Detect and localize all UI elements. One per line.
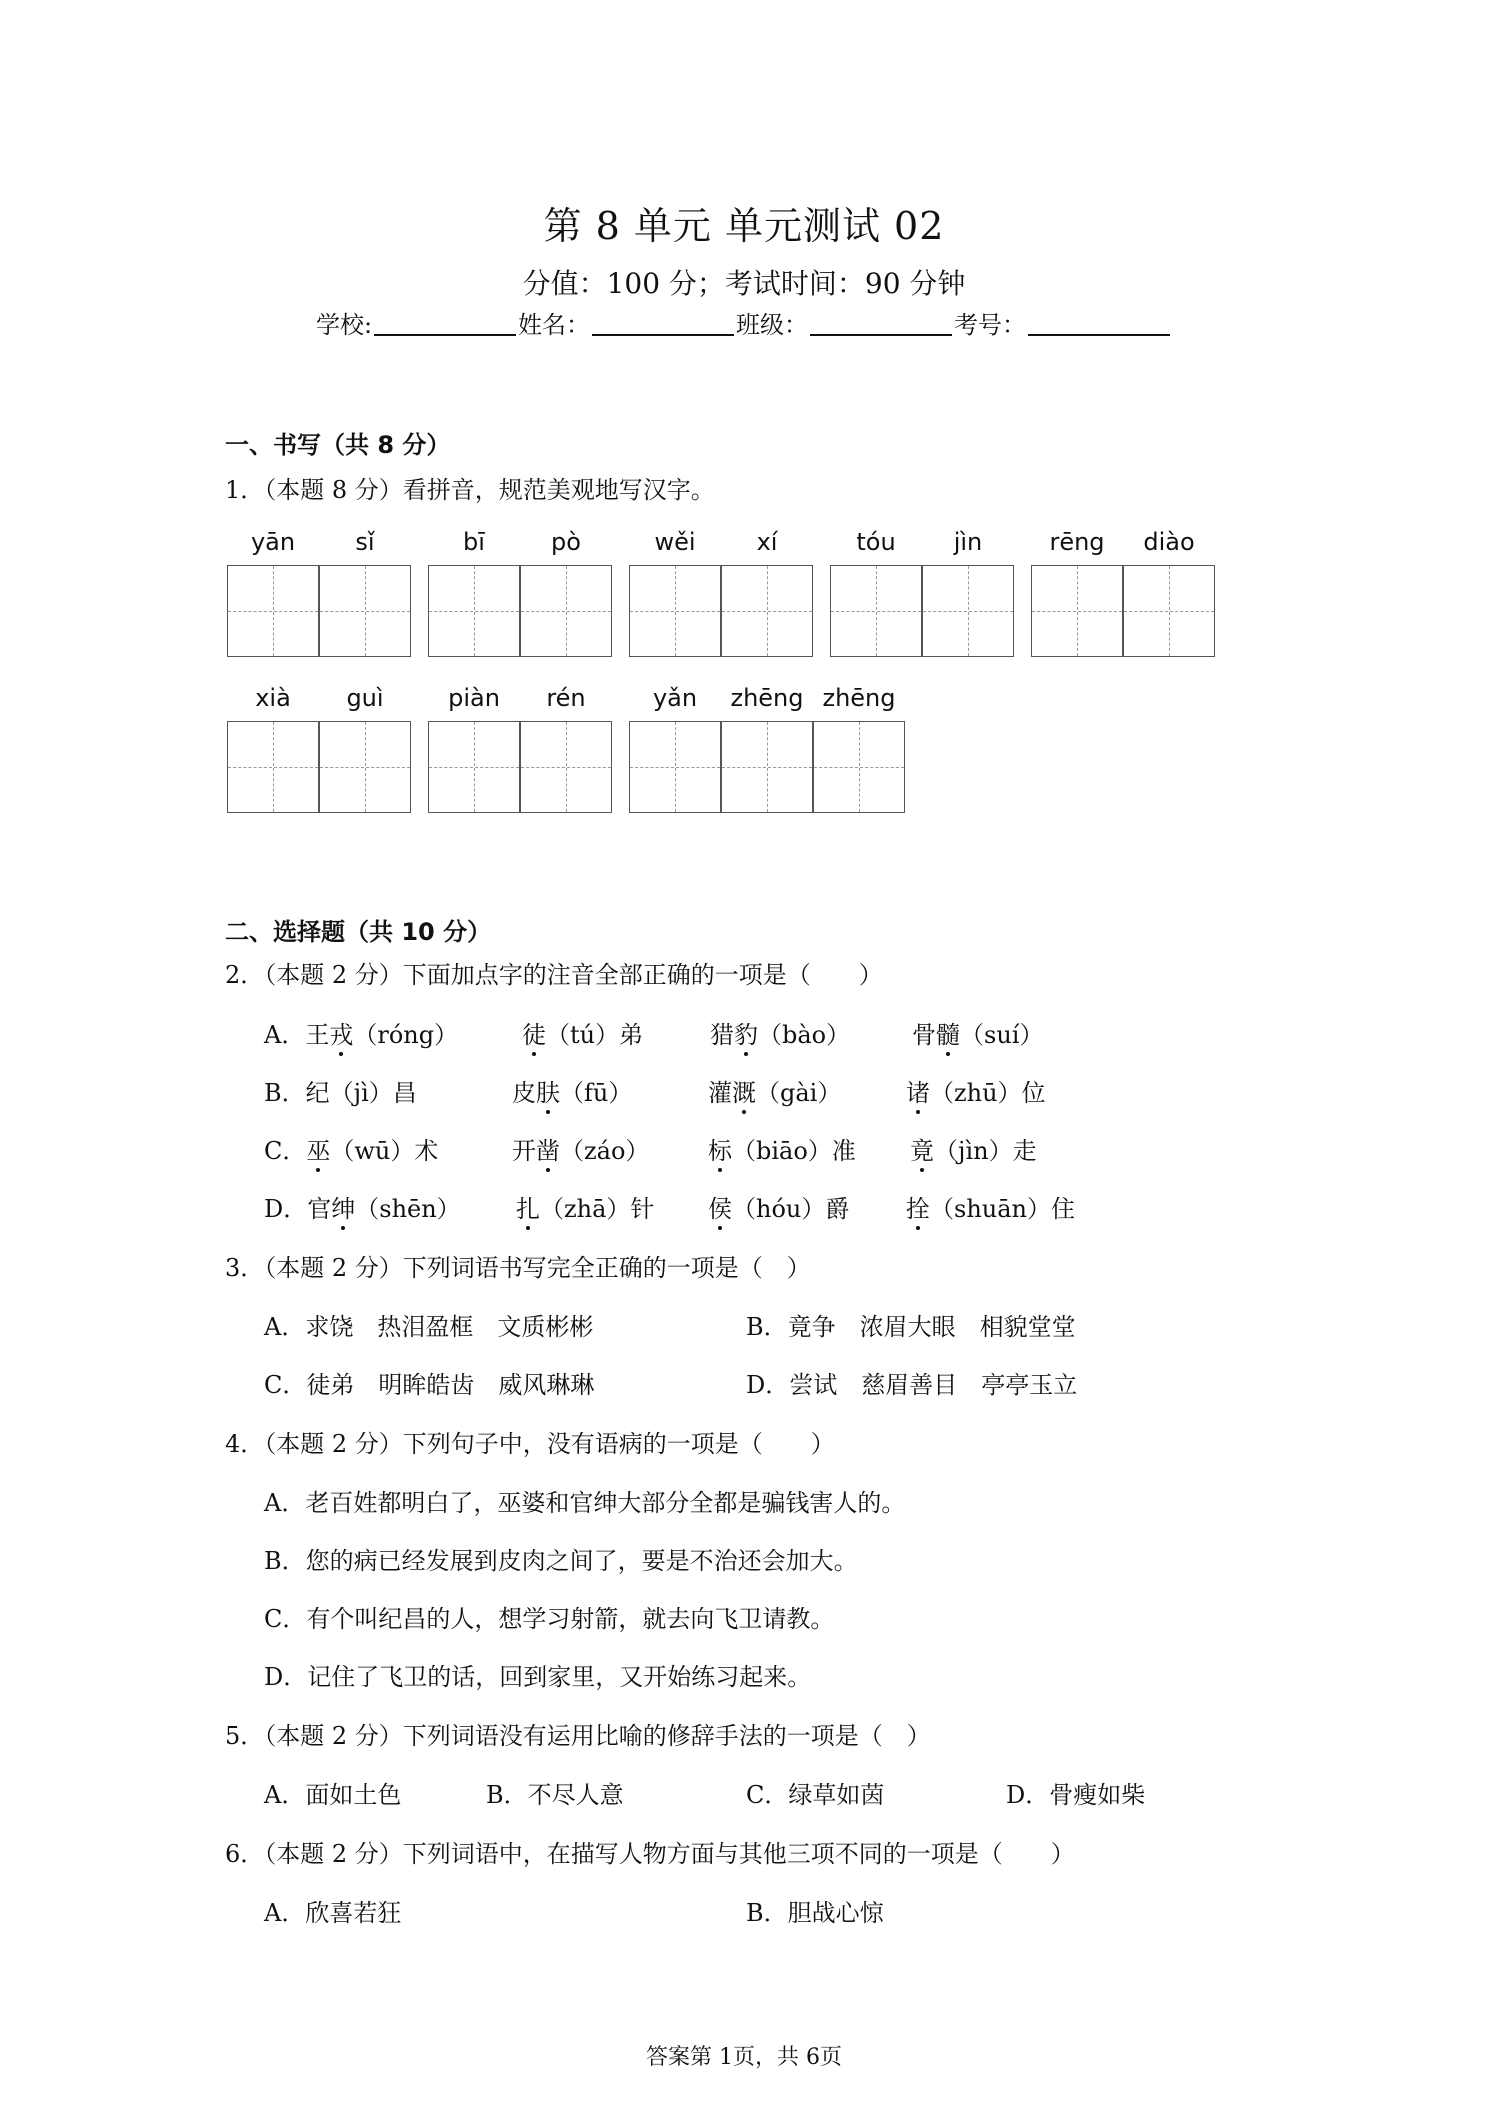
page-footer: 答案第 1页，共 6页 — [646, 2045, 842, 2070]
q3-option-b[interactable]: B．竟争 浓眉大眼 相貌堂堂 — [746, 1313, 1076, 1341]
q2-option-d-part2 — [516, 1189, 654, 1224]
class-blank[interactable] — [810, 310, 952, 336]
q2-option-b-part4 — [906, 1073, 1046, 1108]
writing-cell[interactable] — [922, 565, 1014, 657]
option-text: （shēn） — [355, 1195, 461, 1223]
q2-option-c[interactable] — [264, 1131, 438, 1166]
option-text: （biāo）准 — [732, 1137, 856, 1165]
pinyin-label: rén — [546, 684, 586, 712]
option-text: （jì）昌 — [329, 1079, 417, 1107]
q4-option-c[interactable]: C．有个叫纪昌的人，想学习射箭，就去向飞卫请教。 — [264, 1605, 835, 1633]
option-text: （gài） — [756, 1079, 842, 1107]
exam-number-label: 考号： — [954, 311, 1027, 339]
writing-cell[interactable] — [629, 721, 721, 813]
writing-cell[interactable] — [721, 565, 813, 657]
writing-cell[interactable] — [319, 565, 411, 657]
option-text: （róng） — [353, 1021, 459, 1049]
q3-option-c[interactable]: C．徒弟 明眸皓齿 威风琳琳 — [264, 1371, 595, 1399]
writing-cell[interactable] — [721, 721, 813, 813]
q2-option-d-part3 — [708, 1189, 849, 1224]
writing-cell[interactable] — [227, 565, 319, 657]
dotted-char: 拴 — [906, 1189, 930, 1224]
pinyin-label: guì — [346, 684, 384, 712]
exam-number-blank[interactable] — [1028, 310, 1170, 336]
dotted-char: 诸 — [906, 1073, 930, 1108]
q5-option-c[interactable]: C．绿草如茵 — [746, 1781, 885, 1809]
dotted-char: 扎 — [516, 1189, 540, 1224]
option-text: （zhā）针 — [540, 1195, 655, 1223]
pinyin-label: xí — [756, 528, 778, 556]
student-info-line — [0, 305, 1488, 340]
option-text: （tú）弟 — [546, 1021, 644, 1049]
q4-option-b[interactable]: B．您的病已经发展到皮肉之间了，要是不治还会加大。 — [264, 1547, 858, 1575]
q2-option-a[interactable] — [264, 1015, 458, 1050]
q2-option-c-part4 — [910, 1131, 1037, 1166]
option-text: （hóu）爵 — [732, 1195, 850, 1223]
q4-option-d[interactable]: D．记住了飞卫的话，回到家里，又开始练习起来。 — [264, 1663, 812, 1691]
section-heading-writing: 一、书写（共 8 分） — [225, 431, 451, 459]
q2-option-b-part3 — [708, 1073, 841, 1108]
writing-cell[interactable] — [830, 565, 922, 657]
q2-option-d[interactable] — [264, 1189, 461, 1224]
option-text: （fū） — [560, 1079, 633, 1107]
q3-option-a[interactable]: A．求饶 热泪盈框 文质彬彬 — [264, 1313, 594, 1341]
section-heading-choice: 二、选择题（共 10 分） — [225, 918, 492, 946]
option-text: （shuān）住 — [930, 1195, 1075, 1223]
pinyin-label: tóu — [856, 528, 896, 556]
option-text: 猎 — [710, 1021, 734, 1049]
pinyin-label: diào — [1143, 528, 1195, 556]
q2-option-d-part4 — [906, 1189, 1075, 1224]
question-2-stem: 2．（本题 2 分）下面加点字的注音全部正确的一项是（ ） — [225, 961, 883, 989]
pinyin-label: jìn — [953, 528, 983, 556]
q6-option-b[interactable]: B．胆战心惊 — [746, 1899, 884, 1927]
option-text: （suí） — [960, 1021, 1044, 1049]
writing-cell[interactable] — [813, 721, 905, 813]
exam-subtitle: 分值：100 分；考试时间：90 分钟 — [522, 267, 966, 300]
pinyin-label: rēng — [1049, 528, 1105, 556]
pinyin-label: zhēng — [822, 684, 896, 712]
option-text: B．纪 — [264, 1079, 330, 1107]
writing-cell[interactable] — [428, 721, 520, 813]
writing-cell[interactable] — [319, 721, 411, 813]
question-4-stem: 4．（本题 2 分）下列句子中，没有语病的一项是（ ） — [225, 1430, 835, 1458]
option-text: 灌 — [708, 1079, 732, 1107]
q4-option-a[interactable]: A．老百姓都明白了，巫婆和官绅大部分全都是骗钱害人的。 — [264, 1489, 906, 1517]
pinyin-label: wěi — [654, 528, 696, 556]
pinyin-label: zhēng — [730, 684, 804, 712]
dotted-char: 巫 — [306, 1131, 330, 1166]
question-6-stem: 6．（本题 2 分）下列词语中，在描写人物方面与其他三项不同的一项是（ ） — [225, 1840, 1075, 1868]
dotted-char: 戎 — [329, 1015, 353, 1050]
option-text: （jìn）走 — [934, 1137, 1037, 1165]
option-text: A．王 — [264, 1021, 330, 1049]
question-5-stem: 5．（本题 2 分）下列词语没有运用比喻的修辞手法的一项是（ ） — [225, 1722, 931, 1750]
pinyin-label: sǐ — [355, 528, 375, 556]
option-text: 开 — [512, 1137, 536, 1165]
dotted-char: 豹 — [734, 1015, 758, 1050]
option-text: （bào） — [758, 1021, 851, 1049]
q2-option-a-part2 — [522, 1015, 643, 1050]
dotted-char: 标 — [708, 1131, 732, 1166]
writing-cell[interactable] — [1123, 565, 1215, 657]
question-1-stem: 1．（本题 8 分）看拼音，规范美观地写汉字。 — [225, 476, 715, 504]
dotted-char: 侯 — [708, 1189, 732, 1224]
class-label: 班级： — [736, 311, 809, 339]
dotted-char: 竟 — [910, 1131, 934, 1166]
writing-cell[interactable] — [1031, 565, 1123, 657]
page-title: 第 8 单元 单元测试 02 — [543, 204, 945, 248]
pinyin-label: pò — [551, 528, 581, 556]
q2-option-a-part3 — [710, 1015, 850, 1050]
writing-cell[interactable] — [227, 721, 319, 813]
writing-cell[interactable] — [520, 721, 612, 813]
q2-option-b[interactable] — [264, 1073, 417, 1108]
school-label: 学校: — [315, 311, 373, 339]
question-3-stem: 3．（本题 2 分）下列词语书写完全正确的一项是（ ） — [225, 1254, 811, 1282]
q2-option-c-part3 — [708, 1131, 856, 1166]
writing-cell[interactable] — [629, 565, 721, 657]
q6-option-a[interactable]: A．欣喜若狂 — [264, 1899, 402, 1927]
option-text: 骨 — [912, 1021, 936, 1049]
school-blank[interactable] — [374, 310, 516, 336]
pinyin-label: yǎn — [652, 684, 698, 712]
option-text: D．官 — [264, 1195, 332, 1223]
q5-option-b[interactable]: B．不尽人意 — [486, 1781, 624, 1809]
option-text: （wū）术 — [330, 1137, 439, 1165]
option-text: 皮 — [512, 1079, 536, 1107]
option-text: （zhū）位 — [930, 1079, 1046, 1107]
dotted-char: 凿 — [536, 1131, 560, 1166]
q5-option-a[interactable]: A．面如土色 — [264, 1781, 402, 1809]
writing-cell[interactable] — [520, 565, 612, 657]
dotted-char: 绅 — [331, 1189, 355, 1224]
q2-option-c-part2 — [512, 1131, 649, 1166]
q2-option-a-part4 — [912, 1015, 1043, 1050]
pinyin-label: piàn — [448, 684, 500, 712]
dotted-char: 徒 — [522, 1015, 546, 1050]
q2-option-b-part2 — [512, 1073, 632, 1108]
name-label: 姓名： — [518, 311, 591, 339]
name-blank[interactable] — [592, 310, 734, 336]
dotted-char: 溉 — [732, 1073, 756, 1108]
q3-option-d[interactable]: D．尝试 慈眉善目 亭亭玉立 — [746, 1371, 1078, 1399]
dotted-char: 肤 — [536, 1073, 560, 1108]
q5-option-d[interactable]: D．骨瘦如柴 — [1006, 1781, 1146, 1809]
pinyin-label: xià — [255, 684, 291, 712]
pinyin-label: yān — [250, 528, 296, 556]
option-text: （záo） — [560, 1137, 650, 1165]
writing-cell[interactable] — [428, 565, 520, 657]
dotted-char: 髓 — [936, 1015, 960, 1050]
pinyin-label: bī — [463, 528, 485, 556]
option-text: C． — [264, 1137, 307, 1165]
